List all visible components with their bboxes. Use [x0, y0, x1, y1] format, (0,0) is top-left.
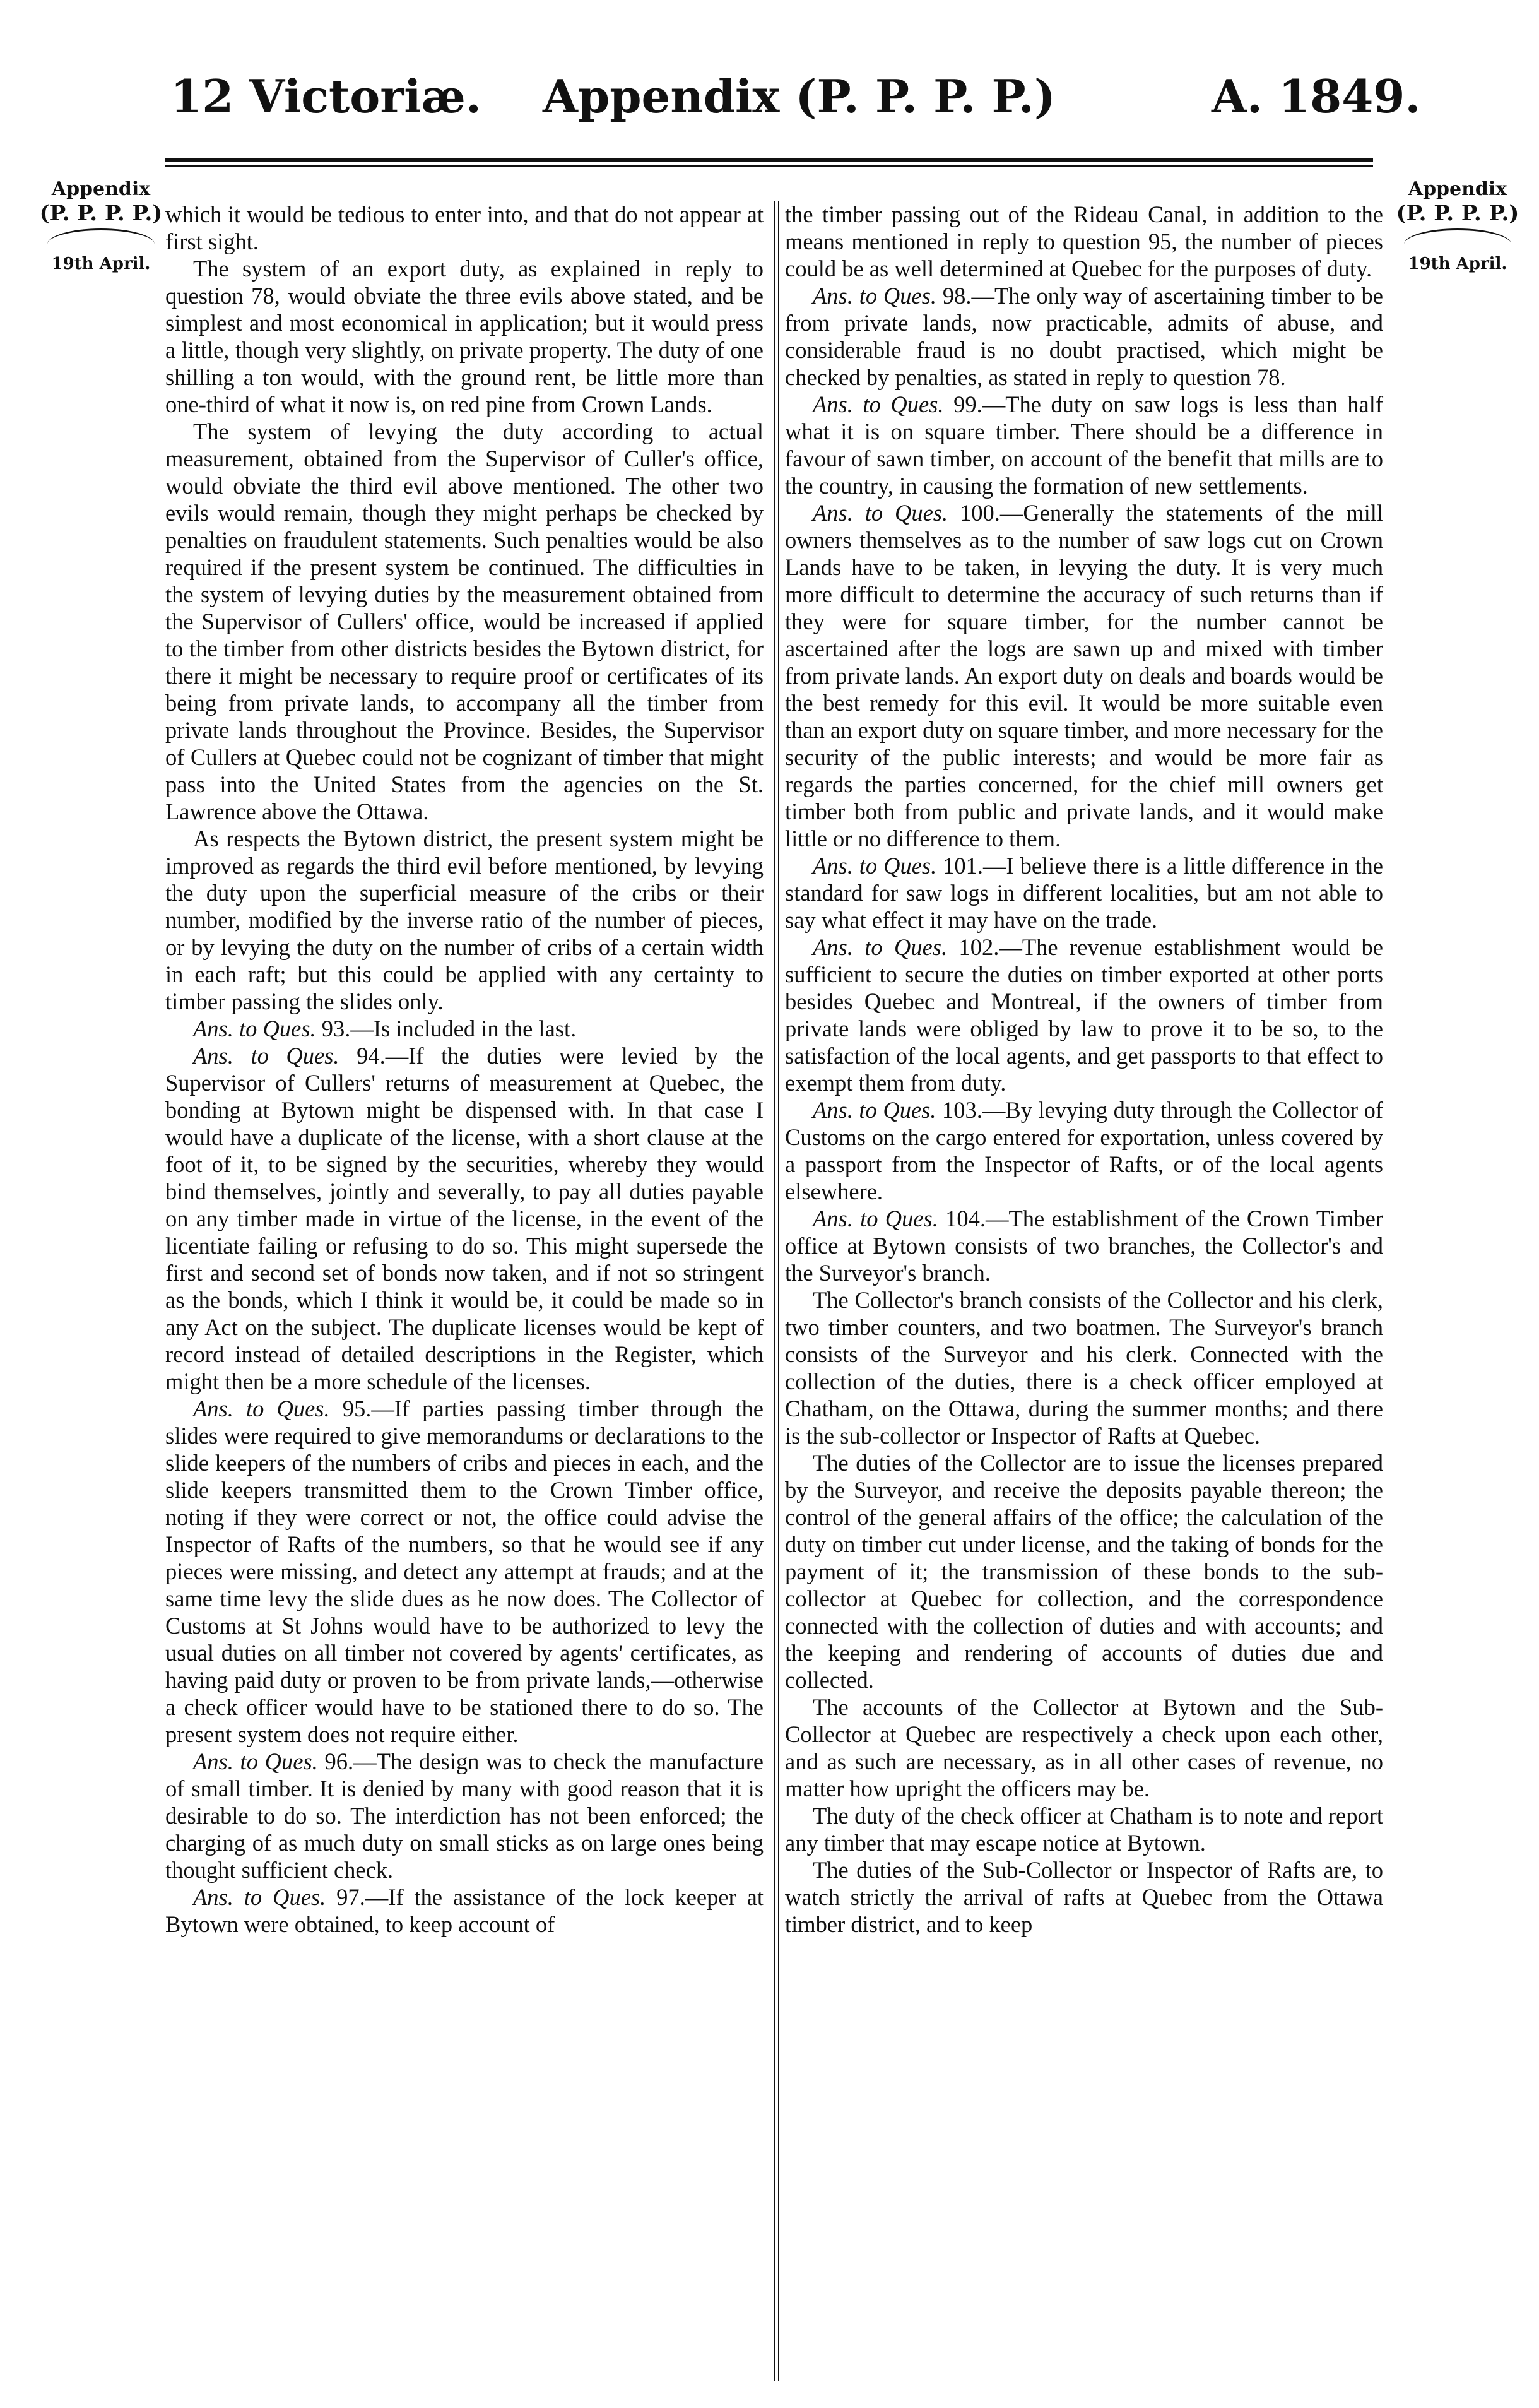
header-year: A. 1849.: [1212, 69, 1421, 123]
margin-note-code: (P. P. P. P.): [1396, 201, 1519, 226]
paragraph: The system of an export duty, as explained in reply to question 78, would obviate the three evils above stated, and be simplest and most economical in application; but it would press a little, though very slightly, on private property. The duty of one shilling a ton would, with the ground rent, be little more than one-third of what it now is, on red pine from Crown Lands.: [165, 256, 764, 417]
margin-note-title: Appendix: [1408, 178, 1507, 200]
paragraph: The Collector's branch consists of the Collector and his clerk, two timber counters, and two boatmen. The Surveyor's branch consists of the Surveyor and his clerk. Connected with the collection of the duties, there is a check officer employed at Chatham, on the Ottawa, during the summer months; and there is the sub-collector or Inspector of Rafts at Quebec.: [785, 1287, 1383, 1449]
right-margin-note: [1395, 178, 1521, 273]
paragraph: The duty of the check officer at Chatham is to note and report any timber that may escape notice at Bytown.: [785, 1803, 1383, 1856]
answer-paragraph: Ans. to Ques. 94.—If the duties were levied by the Supervisor of Cullers' returns of measurement at Quebec, the bonding at Bytown might be dispensed with. In that case I would have a duplicate of the license, with a short clause at the foot of it, to be signed by the securities, whereby they would bind themselves, jointly and severally, to pay all duties payable on any timber made in virtue of the license, in the event of the licentiate failing or refusing to do so. This might supersede the first and second set of bonds now taken, and if not so stringent as the bonds, which I think it would be, it could be made so in any Act on the subject. The duplicate licenses would be kept of record instead of detailed descriptions in the Register, which might then be a more schedule of the licenses.: [165, 1043, 764, 1394]
answer-paragraph: Ans. to Ques. 101.—I believe there is a little difference in the standard for saw logs in different localities, but am not able to say what effect it may have on the trade.: [785, 853, 1383, 933]
header-rule-thin: [165, 165, 1373, 167]
paragraph: the timber passing out of the Rideau Canal, in addition to the means mentioned in reply to question 95, the number of pieces could be as well determined at Quebec for the purposes of duty.: [785, 201, 1383, 282]
answer-paragraph: Ans. to Ques. 95.—If parties passing timber through the slides were required to give memorandums or declarations to the slide keepers of the numbers of cribs and pieces in each, and the slide keepers transmitted them to the Crown Timber office, noting if they were correct or not, the office could advise the Inspector of Rafts of the numbers, so that he would see if any pieces were missing, and detect any attempt at frauds; and at the same time levy the slide dues as he now does. The Collector of Customs at St Johns would have to be authorized to levy the usual duties on all timber not covered by agents' certificates, as having paid duty or proven to be from private lands,—otherwise a check officer would have to be stationed there to do so. The present system does not require either.: [165, 1396, 764, 1747]
answer-paragraph: Ans. to Ques. 102.—The revenue establishment would be sufficient to secure the duties on timber exported at other ports besides Quebec and Montreal, if the owners of timber from private lands were obliged by law to prove it to be so, to the satisfaction of the local agents, and get passports to that effect to exempt them from duty.: [785, 934, 1384, 1096]
right-column: [785, 201, 1383, 1938]
answer-paragraph: Ans. to Ques. 100.—Generally the statements of the mill owners themselves as to the number of saw logs cut on Crown Lands have to be taken, in levying the duty. It is very much more difficult to determine the accuracy of such returns than if they were for square timber, for the number cannot be ascertained after the logs are sawn up and mixed with timber from private lands. An export duty on deals and boards would be the best remedy for this evil. It would be more suitable even than an export duty on square timber, and more necessary for the security of the public interests; and would be more fair as regards the parties concerned, for the chief mill owners get timber both from public and private lands, and it would make little or no difference to them.: [785, 500, 1384, 851]
paragraph: The duties of the Collector are to issue the licenses prepared by the Surveyor, and receive the deposits payable thereon; the control of the general affairs of the office; the calculation of the duty on timber cut under license, and the taking of bonds for the payment of it; the transmission of these bonds to the sub-collector at Quebec for collection, and the correspondence connected with the collection of duties and with accounts; and the keeping and rendering of accounts of duties due and collected.: [785, 1450, 1383, 1693]
answer-paragraph: Ans. to Ques. 98.—The only way of ascertaining timber to be from private lands, now practicable, admits of abuse, and considerable fraud is no doubt practised, which might be checked by penalties, as stated in reply to question 78.: [785, 283, 1384, 390]
paragraph: The system of levying the duty according to actual measurement, obtained from the Supervisor of Culler's office, would obviate the third evil above mentioned. The other two evils would remain, though they might perhaps be checked by penalties on fraudulent statements. Such penalties would be also required if the present system be continued. The difficulties in the system of levying duties by the measurement obtained from the Supervisor of Cullers' office, would be increased if applied to the timber from other districts besides the Bytown district, for there it might be necessary to require proof or certificates of its being from private lands, to accompany all the timber from private lands throughout the Province. Besides, the Supervisor of Cullers at Quebec could not be cognizant of timber that might pass into the United States from the agencies on the St. Lawrence above the Ottawa.: [165, 418, 764, 824]
paragraph: The duties of the Sub-Collector or Inspector of Rafts are, to watch strictly the arrival of rafts at Quebec from the Ottawa timber district, and to keep: [785, 1857, 1383, 1937]
column-divider: [774, 201, 775, 2381]
answer-paragraph: Ans. to Ques. 99.—The duty on saw logs is less than half what it is on square timber. There should be a difference in favour of sawn timber, on account of the benefit that mills are to the country, in causing the formation of new settlements.: [785, 391, 1384, 499]
answer-paragraph: Ans. to Ques. 104.—The establishment of the Crown Timber office at Bytown consists of two branches, the Collector's and the Surveyor's branch.: [785, 1206, 1384, 1286]
margin-note-date: 19th April.: [1408, 254, 1507, 273]
paragraph: which it would be tedious to enter into, and that do not appear at first sight.: [165, 201, 764, 254]
header-rule: [165, 158, 1373, 162]
paragraph: As respects the Bytown district, the present system might be improved as regards the third evil before mentioned, by levying the duty upon the superficial measure of the cribs or their number, modified by the inverse ratio of the number of pieces, or by levying the duty on the number of cribs of a certain width in each raft; but this could be applied with any certainty to timber passing the slides only.: [165, 826, 764, 1014]
margin-note-date: 19th April.: [51, 254, 151, 273]
answer-paragraph: Ans. to Ques. 96.—The design was to check the manufacture of small timber. It is denied by many with good reason that it is desirable to do so. The interdiction has not been enforced; the charging of as much duty on small sticks as on large ones being thought sufficient check.: [165, 1748, 764, 1883]
header-title: Appendix (P. P. P. P.): [543, 69, 1056, 123]
margin-note-title: Appendix: [51, 178, 151, 200]
margin-brace: [47, 228, 155, 244]
left-margin-note: [38, 178, 164, 273]
page-header: [0, 69, 1539, 139]
paragraph: The accounts of the Collector at Bytown and the Sub-Collector at Quebec are respectively a check upon each other, and as such are necessary, as in all other cases of revenue, no matter how upright the officers may be.: [785, 1694, 1383, 1801]
column-divider-thin: [778, 201, 779, 2381]
margin-note-code: (P. P. P. P.): [39, 201, 163, 226]
answer-paragraph: Ans. to Ques. 97.—If the assistance of the lock keeper at Bytown were obtained, to keep account of: [165, 1884, 764, 1937]
header-regnal-year: 12 Victoriæ.: [170, 69, 481, 123]
margin-brace: [1404, 228, 1511, 244]
answer-paragraph: Ans. to Ques. 103.—By levying duty through the Collector of Customs on the cargo entered for exportation, unless covered by a passport from the Inspector of Rafts, or of the local agents elsewhere.: [785, 1097, 1384, 1204]
answer-paragraph: Ans. to Ques. 93.—Is included in the last.: [193, 1016, 577, 1041]
left-column: [165, 201, 764, 1938]
